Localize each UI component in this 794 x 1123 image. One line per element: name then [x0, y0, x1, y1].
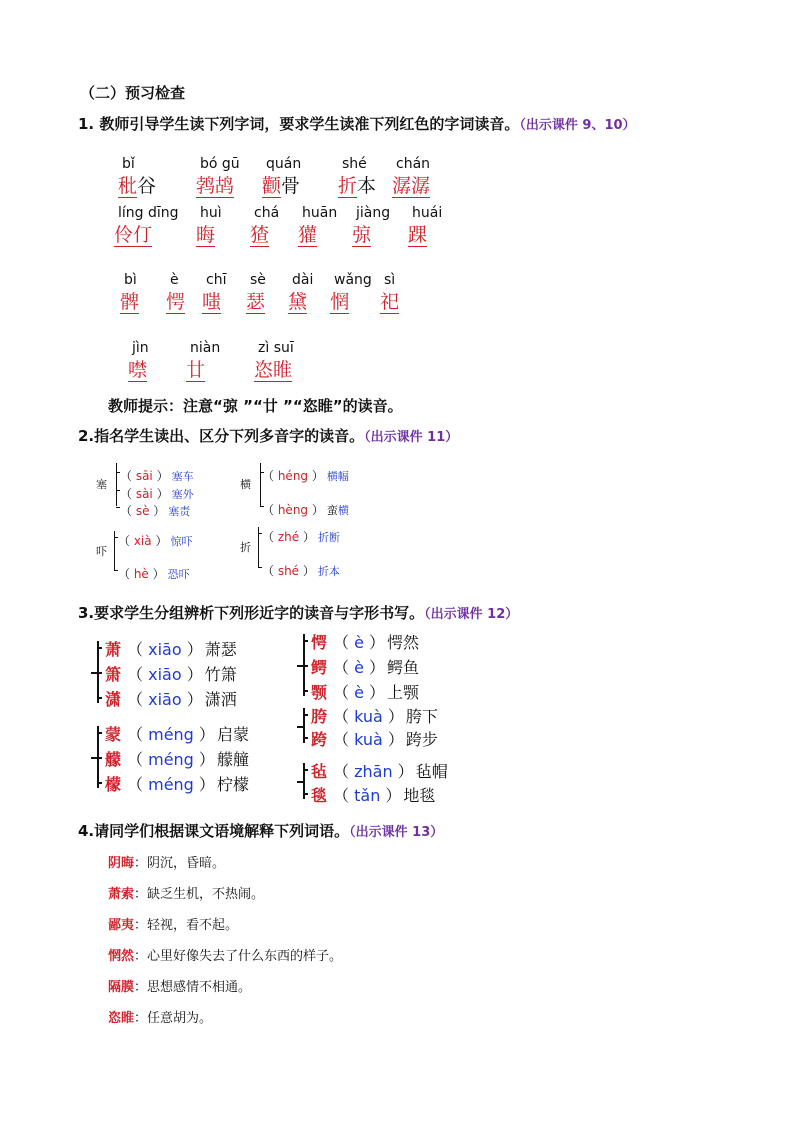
definition-text: 阴沉，昏暗。 — [147, 856, 226, 871]
definition-term: 鄙夷 — [108, 918, 135, 933]
pinyin: kuà — [354, 707, 383, 726]
example-blue: 折 — [317, 531, 329, 544]
vocab-red-char: 踝 — [408, 224, 428, 246]
definition-row — [108, 852, 225, 871]
example-word: 愕然 — [387, 633, 420, 652]
vocab-item — [262, 156, 301, 198]
paren: ） — [392, 762, 414, 781]
brace-tick — [303, 737, 308, 739]
pinyin: wǎng — [334, 272, 372, 288]
polyphone-reading — [118, 530, 192, 549]
vocab-item — [196, 205, 222, 247]
definition-row — [108, 883, 264, 902]
similar-char: 箫 — [105, 665, 122, 684]
example-word: 上颚 — [387, 683, 420, 702]
polyphone-reading — [120, 465, 194, 484]
similar-char-row — [311, 655, 419, 678]
paren: （ — [333, 707, 355, 726]
paren: （ — [333, 658, 355, 677]
similar-char-row — [311, 759, 448, 782]
pinyin: jìn — [132, 340, 149, 356]
vocab-red-char: 恣睢 — [254, 359, 293, 381]
vocab-item — [186, 340, 220, 382]
vocab-item — [288, 272, 313, 314]
example-blue: 横 — [326, 470, 338, 483]
paren: （ — [262, 564, 278, 578]
vocab-item — [246, 272, 266, 314]
pinyin: xiāo — [148, 690, 182, 709]
example-rest: 断 — [328, 531, 340, 544]
pinyin: xiāo — [148, 665, 182, 684]
paren: ） — [380, 786, 402, 805]
vocab-red-char: 潺潺 — [392, 175, 431, 197]
paren: ） — [363, 633, 386, 652]
pinyin: méng — [148, 725, 194, 744]
example-word: 萧瑟 — [204, 640, 237, 659]
similar-char: 艨 — [105, 750, 122, 769]
pinyin: kuà — [354, 730, 383, 749]
example-word: 毡帽 — [415, 762, 448, 781]
vocab-plain-char: 骨 — [281, 175, 301, 197]
colon: ： — [134, 1011, 148, 1026]
example-rest: 外 — [182, 488, 194, 501]
vocab-word — [250, 220, 279, 247]
example-word: 艨艟 — [216, 750, 249, 769]
example-word: 跨步 — [405, 730, 438, 749]
colon: ： — [134, 918, 148, 933]
example-rest: 幅 — [337, 470, 349, 483]
vocab-word — [128, 355, 149, 382]
pinyin: sè — [135, 504, 150, 518]
vocab-word — [380, 287, 399, 314]
brace-tick — [303, 793, 308, 795]
vocab-word — [288, 287, 313, 314]
paren: ） — [181, 665, 203, 684]
definition-row — [108, 914, 238, 933]
polyphone-reading — [262, 560, 340, 579]
paren: ） — [363, 658, 386, 677]
definition-text: 思想感情不相通。 — [147, 980, 252, 995]
paren: （ — [333, 683, 355, 702]
vocab-red-char: 黛 — [288, 291, 308, 313]
vocab-word — [330, 287, 372, 314]
paren: （ — [333, 730, 355, 749]
vocab-word — [120, 287, 139, 314]
pinyin: méng — [148, 775, 194, 794]
paren: （ — [262, 530, 278, 544]
example-word: 竹箫 — [204, 665, 237, 684]
paren: （ — [127, 665, 149, 684]
vocab-word — [118, 171, 156, 198]
vocab-item — [196, 156, 240, 198]
similar-char: 愕 — [311, 633, 328, 652]
paren: ） — [299, 564, 315, 578]
brace-tick — [303, 714, 308, 716]
vocab-word — [196, 171, 240, 198]
vocab-item — [298, 205, 337, 247]
vocab-red-char: 祀 — [380, 291, 400, 313]
pinyin: zhé — [277, 530, 300, 544]
pinyin: sāi — [135, 469, 153, 483]
paren: （ — [127, 725, 149, 744]
similar-char-row — [105, 772, 249, 795]
vocab-red-char: 颧 — [262, 175, 282, 197]
vocab-item — [352, 205, 390, 247]
pinyin: shé — [277, 564, 300, 578]
vocab-plain-char: 谷 — [137, 175, 157, 197]
example-word: 柠檬 — [216, 775, 249, 794]
paren: （ — [333, 633, 355, 652]
paren: （ — [120, 504, 136, 518]
pinyin: bó gū — [200, 156, 240, 172]
vocab-word — [298, 220, 337, 247]
q1-teacher-hint: 教师提示：注意“弶 ”“廿 ”“恣睢”的读音。 — [108, 397, 403, 415]
paren: （ — [118, 567, 134, 581]
vocab-word — [392, 171, 430, 198]
pinyin: dài — [292, 272, 314, 288]
similar-char-row — [105, 722, 249, 745]
pinyin: è — [354, 633, 364, 652]
polyphone-reading — [120, 500, 190, 519]
similar-char-row — [311, 630, 419, 653]
vocab-item — [118, 156, 156, 198]
example-rest: 车 — [182, 470, 194, 483]
pinyin: niàn — [190, 340, 221, 356]
vocab-word — [186, 355, 220, 382]
similar-char: 跨 — [311, 730, 328, 749]
similar-char-row — [105, 687, 237, 710]
paren: （ — [262, 503, 278, 517]
paren: ） — [382, 730, 404, 749]
vocab-red-char: 弶 — [352, 224, 372, 246]
definition-text: 缺乏生机，不热闹。 — [147, 887, 265, 902]
similar-char: 颚 — [311, 683, 328, 702]
paren: ） — [152, 487, 169, 501]
vocab-plain-char: 本 — [357, 175, 377, 197]
example-blue: 恐 — [167, 568, 179, 581]
vocab-word — [196, 220, 222, 247]
example-rest: 吓 — [181, 535, 193, 548]
vocab-item — [120, 272, 139, 314]
vocab-red-char: 折 — [338, 175, 358, 197]
brace-tick — [97, 732, 102, 734]
similar-char-row — [105, 662, 237, 685]
vocab-item — [166, 272, 185, 314]
vocab-red-char: 瑟 — [246, 291, 266, 313]
paren: ） — [181, 690, 203, 709]
pinyin: è — [354, 658, 364, 677]
paren: ） — [382, 707, 404, 726]
paren: ） — [193, 775, 215, 794]
pinyin: huān — [302, 205, 338, 221]
paren: ） — [308, 469, 324, 483]
paren: （ — [333, 762, 355, 781]
brace-tick — [303, 769, 308, 771]
pinyin: hèng — [277, 503, 309, 517]
vocab-item — [202, 272, 226, 314]
paren: （ — [127, 690, 149, 709]
vocab-word — [338, 171, 376, 198]
paren: （ — [120, 469, 136, 483]
similar-char-row — [105, 747, 249, 770]
vocab-red-char: 獾 — [298, 224, 318, 246]
paren: ） — [148, 567, 165, 581]
example-blue: 塞 — [168, 505, 180, 518]
pinyin: xiāo — [148, 640, 182, 659]
example-word: 潇洒 — [204, 690, 237, 709]
q1-instruction: 1. 教师引导学生读下列字词，要求学生读准下列红色的字词读音。（出示课件 9、10） — [78, 115, 636, 133]
similar-char-row — [105, 637, 237, 660]
paren: （ — [333, 786, 355, 805]
definition-row — [108, 945, 342, 964]
example-rest: 责 — [179, 505, 191, 518]
similar-char: 鳄 — [311, 658, 328, 677]
example-blue: 横 — [337, 504, 349, 517]
example-word: 胯下 — [405, 707, 438, 726]
paren: （ — [120, 487, 136, 501]
pinyin: xià — [133, 534, 152, 548]
vocab-word — [246, 287, 266, 314]
paren: ） — [299, 530, 315, 544]
definition-text: 轻视，看不起。 — [147, 918, 239, 933]
definition-term: 阴晦 — [108, 856, 135, 871]
example-blue: 折 — [317, 565, 329, 578]
paren: （ — [127, 750, 149, 769]
vocab-word — [408, 220, 442, 247]
vocab-word — [114, 220, 179, 247]
similar-char-row — [311, 783, 435, 806]
example-rest: 吓 — [178, 568, 190, 581]
paren: （ — [127, 775, 149, 794]
colon: ： — [134, 980, 148, 995]
vocab-red-char: 嗤 — [202, 291, 222, 313]
vocab-red-char: 伶仃 — [114, 224, 153, 246]
definition-term: 恣睢 — [108, 1011, 135, 1026]
paren: ） — [363, 683, 386, 702]
paren: ） — [149, 504, 166, 518]
vocab-item — [392, 156, 430, 198]
polyphone-char: 吓 — [96, 545, 107, 558]
similar-char: 蒙 — [105, 725, 122, 744]
q3-instruction: 3.要求学生分组辨析下列形近字的读音与字形书写。（出示课件 12） — [78, 604, 519, 622]
definition-text: 任意胡为。 — [147, 1011, 213, 1026]
polyphone-char: 横 — [240, 478, 251, 491]
pinyin: quán — [266, 156, 302, 172]
pinyin: chá — [254, 205, 280, 221]
vocab-word — [166, 287, 185, 314]
pinyin: líng dīng — [118, 205, 179, 221]
brace-line — [260, 463, 261, 506]
definition-row — [108, 1007, 212, 1026]
q2-instruction: 2.指名学生读出、区分下列多音字的读音。（出示课件 11） — [78, 427, 459, 445]
similar-char-row — [311, 680, 419, 703]
pinyin: shé — [342, 156, 367, 172]
vocab-red-char: 鹁鸪 — [196, 175, 235, 197]
pinyin: chī — [206, 272, 227, 288]
definition-term: 萧索 — [108, 887, 135, 902]
pinyin: bì — [124, 272, 137, 288]
brace-tick — [97, 697, 102, 699]
pinyin: sì — [384, 272, 396, 288]
paren: （ — [127, 640, 149, 659]
paren: ） — [181, 640, 203, 659]
example-word: 启蒙 — [216, 725, 249, 744]
brace-tick — [303, 665, 308, 667]
similar-char: 檬 — [105, 775, 122, 794]
pinyin: bǐ — [122, 156, 135, 172]
vocab-item — [128, 340, 149, 382]
polyphone-reading — [262, 499, 349, 518]
paren: ） — [152, 469, 169, 483]
brace-tick — [97, 647, 102, 649]
pinyin: hè — [133, 567, 149, 581]
pinyin: zì suī — [258, 340, 294, 356]
vocab-item — [114, 205, 179, 247]
pinyin: è — [170, 272, 179, 288]
similar-char-row — [311, 727, 438, 750]
paren: ） — [193, 750, 215, 769]
paren: （ — [118, 534, 134, 548]
similar-char-row — [311, 704, 438, 727]
example-word: 鳄鱼 — [387, 658, 420, 677]
polyphone-char: 折 — [240, 541, 251, 554]
colon: ： — [134, 949, 148, 964]
pinyin: è — [354, 683, 364, 702]
pinyin: sài — [135, 487, 153, 501]
vocab-item — [250, 205, 279, 247]
vocab-red-char: 愕 — [166, 291, 186, 313]
vocab-red-char: 惘 — [330, 291, 350, 313]
vocab-red-char: 髀 — [120, 291, 140, 313]
brace-tick — [303, 640, 308, 642]
vocab-item — [330, 272, 372, 314]
pinyin: huái — [412, 205, 443, 221]
q3-citation: （出示课件 12） — [424, 607, 519, 622]
similar-char: 毡 — [311, 762, 328, 781]
paren: ） — [193, 725, 215, 744]
definition-term: 隔膜 — [108, 980, 135, 995]
brace-tick — [297, 726, 303, 728]
vocab-word — [262, 171, 301, 198]
polyphone-char: 塞 — [96, 478, 107, 491]
example-blue: 塞 — [171, 488, 183, 501]
brace-tick — [97, 672, 102, 674]
example-word: 地毯 — [403, 786, 436, 805]
example-blue: 惊 — [170, 535, 182, 548]
example-blue: 塞 — [171, 470, 183, 483]
vocab-word — [202, 287, 226, 314]
example-rest: 本 — [328, 565, 340, 578]
pinyin: chán — [396, 156, 431, 172]
vocab-red-char: 秕 — [118, 175, 138, 197]
vocab-red-char: 廿 — [186, 359, 206, 381]
pinyin: sè — [250, 272, 266, 288]
similar-char: 潇 — [105, 690, 122, 709]
q1-citation: （出示课件 9、10） — [519, 118, 636, 133]
q4-instruction: 4.请同学们根据课文语境解释下列词语。（出示课件 13） — [78, 822, 444, 840]
paren: （ — [262, 469, 278, 483]
pinyin: huì — [200, 205, 222, 221]
brace-tick — [97, 757, 102, 759]
brace-tick — [97, 782, 102, 784]
colon: ： — [134, 887, 148, 902]
pinyin: héng — [277, 469, 309, 483]
vocab-item — [380, 272, 399, 314]
vocab-item — [254, 340, 294, 382]
paren: ） — [151, 534, 168, 548]
vocab-red-char: 噤 — [128, 359, 148, 381]
similar-char: 胯 — [311, 707, 328, 726]
paren: ） — [308, 503, 324, 517]
brace-tick — [297, 781, 303, 783]
pinyin: méng — [148, 750, 194, 769]
q4-citation: （出示课件 13） — [349, 825, 444, 840]
vocab-item — [408, 205, 442, 247]
pinyin: jiàng — [356, 205, 391, 221]
definition-row — [108, 976, 251, 995]
q2-citation: （出示课件 11） — [364, 430, 459, 445]
polyphone-reading — [262, 526, 340, 545]
example-plain: 蛮 — [326, 504, 338, 517]
vocab-word — [352, 220, 390, 247]
vocab-red-char: 猹 — [250, 224, 270, 246]
vocab-item — [338, 156, 376, 198]
similar-char: 毯 — [311, 786, 328, 805]
similar-char: 萧 — [105, 640, 122, 659]
brace-tick — [303, 690, 308, 692]
pinyin: tǎn — [354, 786, 381, 805]
polyphone-reading — [118, 563, 190, 582]
vocab-word — [254, 355, 294, 382]
definition-text: 心里好像失去了什么东西的样子。 — [147, 949, 343, 964]
polyphone-reading — [262, 465, 349, 484]
brace-line — [116, 463, 117, 506]
pinyin: zhān — [354, 762, 393, 781]
section-title: （二）预习检查 — [80, 84, 186, 102]
colon: ： — [134, 856, 148, 871]
vocab-red-char: 晦 — [196, 224, 216, 246]
definition-term: 惘然 — [108, 949, 135, 964]
